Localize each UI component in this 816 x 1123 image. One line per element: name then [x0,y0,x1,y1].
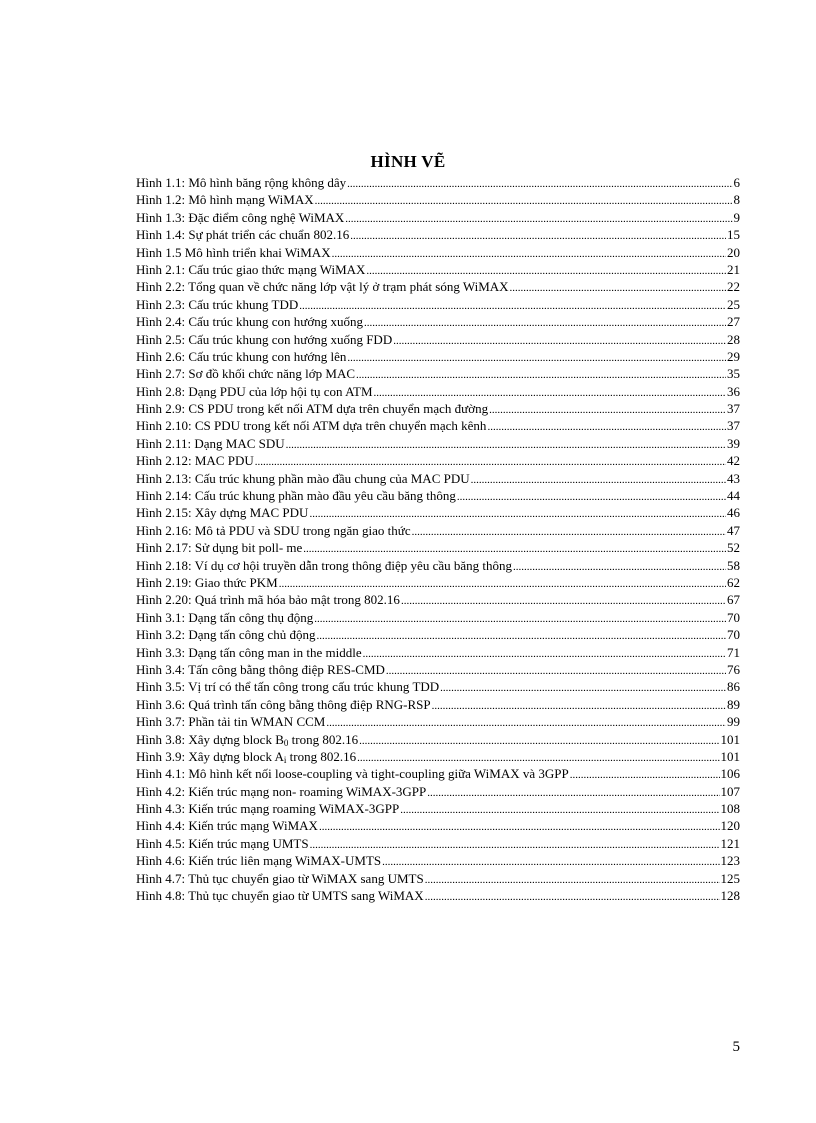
entry-title [136,244,331,261]
entry-title [136,470,470,487]
toc-entry [136,435,740,452]
entry-title [136,800,399,817]
toc-entry [136,452,740,469]
entry-title [136,557,512,574]
dot-leader [382,854,719,871]
entry-label: Hình 3.4: Tấn công bằng thông điệp RES-CMD [136,661,385,677]
entry-page-number: 35 [727,366,740,382]
entry-title [136,591,400,608]
entry-label: Hình 4.7: Thủ tục chuyển giao từ WiMAX sang UMTS [136,870,424,886]
entry-title [136,870,424,887]
toc-entry [136,557,740,574]
entry-title [136,644,362,661]
dot-leader [359,733,719,750]
dot-leader [400,802,719,819]
dot-leader [510,280,726,297]
entry-page-number: 37 [727,418,740,434]
entry-label: Hình 2.12: MAC PDU [136,453,254,469]
toc-entry [136,261,740,278]
entry-label: Hình 1.4: Sự phát triển các chuẩn 802.16 [136,227,350,243]
entry-title [136,365,355,382]
entry-label-suffix: trong 802.16 [288,731,359,747]
entry-title [136,209,344,226]
toc-entry [136,609,740,626]
toc-entry [136,661,740,678]
entry-page-number: 71 [727,644,740,660]
entry-label: Hình 2.5: Cấu trúc khung con hướng xuống FDD [136,331,393,347]
toc-entry [136,713,740,730]
toc-entry [136,644,740,661]
entry-label: Hình 4.4: Kiến trúc mạng WiMAX [136,818,318,834]
dot-leader [345,211,732,228]
entry-title [136,383,373,400]
entry-page-number: 67 [727,592,740,608]
entry-page-number: 70 [727,609,740,625]
dot-leader [332,246,726,263]
toc-entry [136,835,740,852]
entry-title [136,661,385,678]
toc-entry [136,678,740,695]
entry-title [136,504,308,521]
entry-label: Hình 4.6: Kiến trúc liên mạng WiMAX-UMTS [136,853,382,869]
entry-page-number: 9 [733,209,740,225]
dot-leader [356,367,726,384]
dot-leader [364,315,726,332]
entry-label: Hình 1.2: Mô hình mạng WiMAX [136,192,314,208]
dot-leader [425,872,720,889]
entry-page-number: 128 [720,888,740,904]
entry-title [136,626,315,643]
page-number: 5 [732,1039,740,1055]
dot-leader [319,819,720,836]
toc-entry [136,731,740,748]
toc-entry [136,331,740,348]
entry-title [136,296,298,313]
toc-entry [136,696,740,713]
entry-page-number: 46 [727,505,740,521]
toc-entry [136,783,740,800]
entry-page-number: 62 [727,574,740,590]
entry-page-number: 99 [727,714,740,730]
dot-leader [393,333,726,350]
entry-title [136,835,309,852]
entry-label: Hình 4.1: Mô hình kết nối loose-coupling và tight-coupling giữa WiMAX và 3GPP [136,766,569,782]
dot-leader [427,785,719,802]
dot-leader [425,889,720,906]
entry-page-number: 123 [720,853,740,869]
entry-page-number: 29 [727,348,740,364]
entry-title [136,435,285,452]
toc-entry [136,539,740,556]
entry-label: Hình 2.20: Quá trình mã hóa bảo mật trong 802.16 [136,592,400,608]
toc-entry [136,313,740,330]
dot-leader [326,715,726,732]
entry-page-number: 42 [727,453,740,469]
entry-label: Hình 2.18: Ví dụ cơ hội truyền dẫn trong thông điệp yêu cầu băng thông [136,557,512,573]
toc-entry [136,522,740,539]
entry-page-number: 6 [733,175,740,190]
entry-label: Hình 3.5: Vị trí có thể tấn công trong cấu trúc khung TDD [136,679,440,695]
entry-label-suffix: trong 802.16 [286,748,357,764]
dot-leader [457,489,726,506]
entry-page-number: 106 [720,766,740,782]
entry-page-number: 27 [727,314,740,330]
entry-label: Hình 3.1: Dạng tấn công thụ động [136,609,314,625]
toc-entry [136,348,740,365]
entry-label: Hình 2.10: CS PDU trong kết nối ATM dựa trên chuyển mạch kênh [136,418,487,434]
entry-label: Hình 4.8: Thủ tục chuyển giao từ UMTS sang WiMAX [136,888,424,904]
toc-entry [136,748,740,765]
entry-title [136,261,365,278]
page-title: HÌNH VẼ [370,152,446,171]
entry-label: Hình 2.11: Dạng MAC SDU [136,435,285,451]
entry-page-number: 107 [720,783,740,799]
entry-title [136,817,318,834]
entry-page-number: 101 [720,748,740,764]
entry-title [136,522,411,539]
entry-page-number: 28 [727,331,740,347]
toc-entry [136,887,740,904]
entry-title [136,452,254,469]
entry-label: Hình 2.14: Cấu trúc khung phần mào đầu yêu cầu băng thông [136,488,456,504]
entry-page-number: 15 [727,227,740,243]
figure-list [136,174,740,904]
toc-entry [136,400,740,417]
dot-leader [489,402,726,419]
entry-page-number: 89 [727,696,740,712]
dot-leader [412,524,726,541]
dot-leader [570,767,720,784]
entry-label: Hình 4.5: Kiến trúc mạng UMTS [136,835,309,851]
toc-entry [136,226,740,243]
entry-label: Hình 3.3: Dạng tấn công man in the middle [136,644,362,660]
entry-label: Hình 1.5 Mô hình triển khai WiMAX [136,244,331,260]
entry-title [136,678,439,695]
entry-page-number: 125 [720,870,740,886]
entry-page-number: 86 [727,679,740,695]
toc-entry [136,174,740,191]
entry-label: Hình 1.1: Mô hình băng rộng không dây [136,175,347,190]
entry-title [136,539,302,556]
entry-page-number: 37 [727,401,740,417]
entry-label: Hình 3.9: Xây dựng block A [136,748,284,764]
entry-title [136,609,313,626]
entry-subscript: i [283,754,287,765]
entry-title [136,852,381,869]
toc-entry [136,470,740,487]
entry-title [136,400,488,417]
dot-leader [315,193,733,210]
entry-label: Hình 4.3: Kiến trúc mạng roaming WiMAX-3GPP [136,801,400,817]
entry-page-number: 101 [720,731,740,747]
dot-leader [347,176,732,193]
entry-label: Hình 2.9: CS PDU trong kết nối ATM dựa trên chuyển mạch đường [136,401,489,417]
entry-page-number: 39 [727,435,740,451]
entry-page-number: 120 [720,818,740,834]
entry-subscript: 0 [283,737,289,748]
toc-entry [136,626,740,643]
toc-entry [136,417,740,434]
entry-label: Hình 1.3: Đặc điểm công nghệ WiMAX [136,209,345,225]
toc-entry [136,800,740,817]
entry-page-number: 43 [727,470,740,486]
entry-label: Hình 2.1: Cấu trúc giao thức mạng WiMAX [136,261,366,277]
entry-label: Hình 2.13: Cấu trúc khung phần mào đầu chung của MAC PDU [136,470,470,486]
entry-label: Hình 3.6: Quá trình tấn công bằng thông điệp RNG-RSP [136,696,431,712]
entry-title [136,226,349,243]
toc-entry [136,244,740,261]
entry-title [136,487,456,504]
entry-label: Hình 2.7: Sơ đồ khối chức năng lớp MAC [136,366,356,382]
entry-title [136,278,509,295]
entry-label: Hình 2.17: Sử dụng bit poll- me [136,540,303,556]
entry-page-number: 108 [720,801,740,817]
entry-label: Hình 2.8: Dạng PDU của lớp hội tụ con ATM [136,383,373,399]
toc-entry [136,383,740,400]
toc-entry [136,365,740,382]
entry-label: Hình 2.3: Cấu trúc khung TDD [136,296,299,312]
entry-page-number: 25 [727,296,740,312]
toc-entry [136,504,740,521]
entry-title [136,331,392,348]
entry-title [136,783,426,800]
entry-title [136,174,346,191]
entry-page-number: 21 [727,261,740,277]
dot-leader [363,646,726,663]
entry-title [136,765,569,782]
entry-label: Hình 3.8: Xây dựng block B [136,731,284,747]
entry-page-number: 22 [727,279,740,295]
toc-entry [136,191,740,208]
toc-entry [136,574,740,591]
entry-title [136,417,486,434]
dot-leader [401,593,726,610]
entry-label: Hình 2.6: Cấu trúc khung con hướng lên [136,348,347,364]
entry-title [136,348,346,365]
entry-page-number: 76 [727,661,740,677]
toc-entry [136,296,740,313]
entry-page-number: 70 [727,627,740,643]
entry-label: Hình 3.7: Phần tải tin WMAN CCM [136,714,326,730]
entry-title [136,574,278,591]
entry-page-number: 47 [727,522,740,538]
dot-leader [350,228,726,245]
toc-entry [136,278,740,295]
entry-label: Hình 2.16: Mô tả PDU và SDU trong ngăn giao thức [136,522,411,538]
entry-label: Hình 2.2: Tổng quan về chức năng lớp vật lý ở trạm phát sóng WiMAX [136,279,509,295]
entry-page-number: 44 [727,488,740,504]
entry-page-number: 52 [727,540,740,556]
toc-entry [136,765,740,782]
entry-title [136,713,325,730]
entry-title [136,313,363,330]
entry-page-number: 121 [720,835,740,851]
toc-entry [136,870,740,887]
entry-label: Hình 4.2: Kiến trúc mạng non- roaming WiMAX-3GPP [136,783,427,799]
dot-leader [432,698,726,715]
entry-label: Hình 2.4: Cấu trúc khung con hướng xuống [136,314,363,330]
toc-entry [136,852,740,869]
dot-leader [440,680,726,697]
dot-leader [513,559,726,576]
dot-leader [314,611,726,628]
entry-page-number: 20 [727,244,740,260]
entry-title [136,887,424,904]
dot-leader [299,298,726,315]
toc-entry [136,817,740,834]
entry-title [136,191,314,208]
entry-title [136,696,431,713]
toc-entry [136,487,740,504]
dot-leader [487,419,726,436]
entry-page-number: 36 [727,383,740,399]
entry-label: Hình 2.19: Giao thức PKM [136,574,278,590]
entry-label: Hình 3.2: Dạng tấn công chủ động [136,627,316,643]
dot-leader [347,350,726,367]
dot-leader [316,628,726,645]
toc-entry [136,209,740,226]
dot-leader [286,437,726,454]
toc-entry [136,591,740,608]
entry-page-number: 58 [727,557,740,573]
entry-label: Hình 2.15: Xây dựng MAC PDU [136,505,309,521]
entry-page-number: 8 [733,192,740,208]
dot-leader [471,472,726,489]
